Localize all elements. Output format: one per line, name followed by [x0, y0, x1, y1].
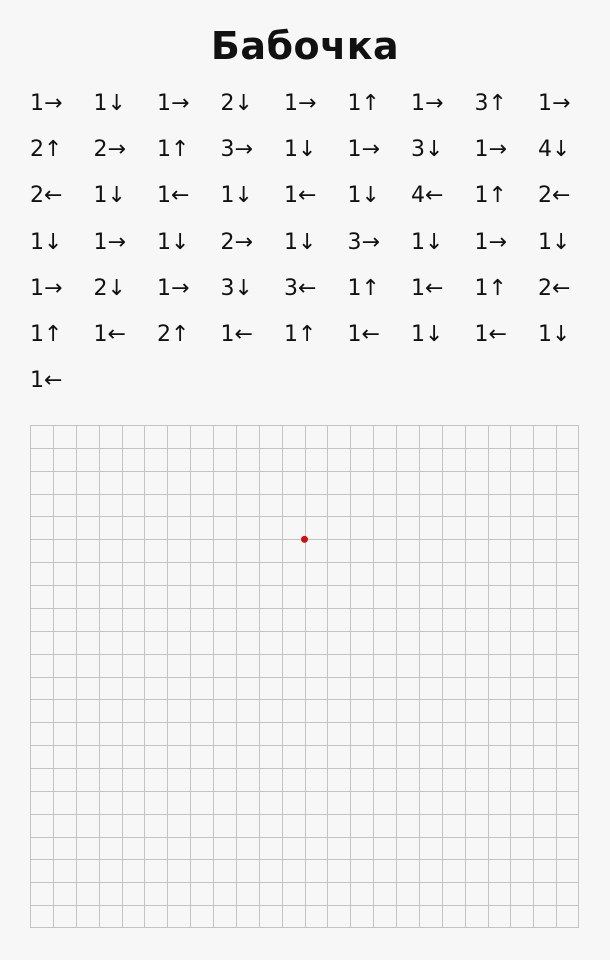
instruction-step: 1↓	[93, 91, 126, 116]
instruction-step: 2↑	[157, 322, 190, 347]
instruction-step: 2→	[93, 137, 126, 163]
instruction-step: 1↓	[538, 229, 571, 255]
instruction-step: 2←	[538, 183, 571, 209]
puzzle-title: Бабочка	[210, 24, 400, 68]
instruction-step: 1↑	[347, 91, 380, 116]
instruction-step: 3→	[220, 137, 253, 163]
instruction-step: 1↑	[284, 322, 317, 347]
instruction-step: 1↓	[284, 229, 317, 255]
instruction-step: 1→	[284, 91, 317, 116]
instruction-step: 1↓	[411, 322, 444, 347]
start-point-dot	[301, 536, 308, 543]
instruction-step: 1→	[538, 91, 571, 116]
instruction-step: 1←	[30, 368, 63, 394]
instruction-step: 3→	[347, 229, 380, 255]
instruction-step: 1←	[284, 183, 317, 209]
instruction-step: 1↑	[347, 275, 380, 301]
instruction-step: 1←	[474, 322, 507, 347]
instruction-step: 1←	[347, 322, 380, 347]
instruction-step: 1↓	[157, 229, 190, 255]
instruction-step: 1→	[347, 137, 380, 163]
instruction-step: 1→	[157, 91, 190, 116]
instruction-step: 1↓	[220, 183, 253, 209]
instruction-step: 2→	[220, 229, 253, 255]
instruction-step: 1↓	[538, 322, 571, 347]
instruction-step: 2↑	[30, 137, 63, 163]
instruction-step: 2↓	[93, 275, 126, 301]
instruction-step: 4←	[411, 183, 444, 209]
drawing-grid[interactable]	[30, 425, 579, 928]
instruction-step: 1↓	[93, 183, 126, 209]
instruction-step: 1↓	[30, 229, 63, 255]
instruction-step: 1→	[157, 275, 190, 301]
instruction-step: 1←	[93, 322, 126, 347]
grid-canvas[interactable]	[30, 425, 579, 928]
instruction-step: 3←	[284, 275, 317, 301]
instruction-step: 2←	[538, 275, 571, 301]
instruction-step: 1→	[30, 91, 63, 116]
instruction-step: 1↓	[347, 183, 380, 209]
instruction-step: 1→	[474, 137, 507, 163]
instruction-step: 1↑	[474, 183, 507, 209]
instruction-step: 2↓	[220, 91, 253, 116]
instruction-step: 3↓	[220, 275, 253, 301]
instruction-step: 1↓	[411, 229, 444, 255]
instruction-step: 2←	[30, 183, 63, 209]
instruction-step: 1→	[474, 229, 507, 255]
instruction-step: 1↑	[157, 137, 190, 163]
instruction-step: 4↓	[538, 137, 571, 163]
instruction-step: 1→	[30, 275, 63, 301]
instruction-step: 1←	[220, 322, 253, 347]
instruction-step: 1→	[93, 229, 126, 255]
instruction-step: 1→	[411, 91, 444, 116]
instruction-step: 1↑	[30, 322, 63, 347]
instruction-step: 1↑	[474, 275, 507, 301]
instruction-step: 1←	[411, 275, 444, 301]
instruction-step: 1←	[157, 183, 190, 209]
instruction-step: 1↓	[284, 137, 317, 163]
instruction-step: 3↑	[474, 91, 507, 116]
instruction-step: 3↓	[411, 137, 444, 163]
